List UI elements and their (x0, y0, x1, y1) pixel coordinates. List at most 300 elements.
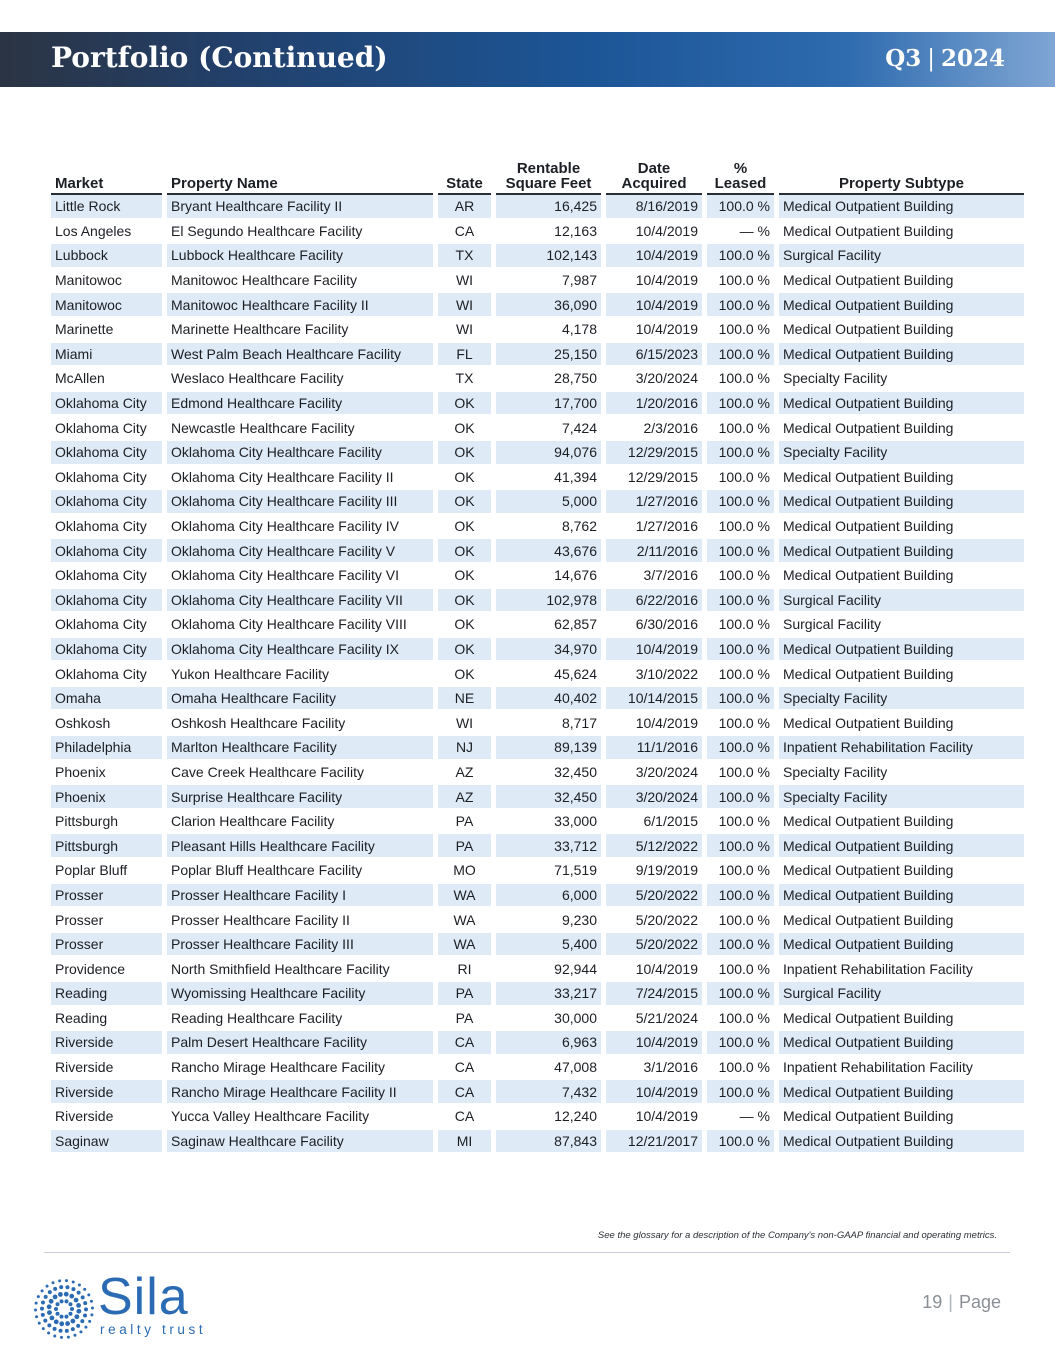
cell-market: Oklahoma City (51, 441, 162, 466)
table-row (51, 638, 1024, 663)
cell-property-subtype: Medical Outpatient Building (779, 195, 1024, 220)
cell-rentable-square-feet: 33,217 (496, 982, 601, 1007)
cell-property-subtype: Medical Outpatient Building (779, 416, 1024, 441)
logo-dot (46, 1285, 49, 1288)
cell-property-subtype: Surgical Facility (779, 244, 1024, 269)
table-row (51, 244, 1024, 269)
logo-dot (43, 1319, 47, 1323)
cell-date-acquired: 2/3/2016 (606, 416, 702, 441)
cell-property-name: Oklahoma City Healthcare Facility II (167, 466, 433, 491)
cell-date-acquired: 12/29/2015 (606, 466, 702, 491)
column-header-property-subtype: Property Subtype (779, 157, 1024, 195)
cell-percent-leased: 100.0 % (707, 1007, 774, 1032)
logo-dot (40, 1307, 44, 1311)
logo-dot (65, 1329, 69, 1333)
cell-property-subtype: Medical Outpatient Building (779, 220, 1024, 245)
cell-property-subtype: Medical Outpatient Building (779, 539, 1024, 564)
cell-percent-leased: 100.0 % (707, 662, 774, 687)
cell-property-name: Oklahoma City Healthcare Facility IX (167, 638, 433, 663)
cell-state: PA (438, 810, 491, 835)
logo-dot (47, 1331, 50, 1334)
logo-dot (74, 1314, 79, 1319)
logo-dot (42, 1327, 45, 1330)
cell-property-name: Rancho Mirage Healthcare Facility II (167, 1080, 433, 1105)
logo-dot (73, 1334, 76, 1337)
cell-date-acquired: 1/20/2016 (606, 392, 702, 417)
cell-rentable-square-feet: 102,143 (496, 244, 601, 269)
cell-market: Marinette (51, 318, 162, 343)
logo-dot (70, 1307, 74, 1311)
cell-rentable-square-feet: 25,150 (496, 343, 601, 368)
period-divider: | (927, 46, 935, 72)
cell-date-acquired: 5/20/2022 (606, 908, 702, 933)
cell-percent-leased: 100.0 % (707, 761, 774, 786)
cell-percent-leased: 100.0 % (707, 638, 774, 663)
logo-dot (80, 1319, 84, 1323)
logo-dot (58, 1292, 63, 1297)
cell-market: Reading (51, 982, 162, 1007)
cell-state: WA (438, 933, 491, 958)
cell-date-acquired: 12/29/2015 (606, 441, 702, 466)
table-row (51, 392, 1024, 417)
cell-rentable-square-feet: 41,394 (496, 466, 601, 491)
cell-property-name: Lubbock Healthcare Facility (167, 244, 433, 269)
logo-dot (41, 1313, 45, 1317)
logo-dot (91, 1307, 94, 1310)
cell-property-subtype: Specialty Facility (779, 687, 1024, 712)
cell-property-name: Reading Healthcare Facility (167, 1007, 433, 1032)
cell-date-acquired: 10/4/2019 (606, 957, 702, 982)
cell-market: Riverside (51, 1031, 162, 1056)
logo-dot (87, 1293, 90, 1296)
cell-market: Oklahoma City (51, 613, 162, 638)
cell-rentable-square-feet: 6,963 (496, 1031, 601, 1056)
logo-dot (50, 1316, 55, 1321)
table-row (51, 662, 1024, 687)
cell-rentable-square-feet: 102,978 (496, 589, 601, 614)
cell-property-subtype: Medical Outpatient Building (779, 908, 1024, 933)
table-row (51, 761, 1024, 786)
cell-property-subtype: Medical Outpatient Building (779, 466, 1024, 491)
cell-property-subtype: Medical Outpatient Building (779, 490, 1024, 515)
logo-dot (77, 1291, 81, 1295)
cell-date-acquired: 10/4/2019 (606, 1105, 702, 1130)
cell-percent-leased: 100.0 % (707, 884, 774, 909)
cell-rentable-square-feet: 43,676 (496, 539, 601, 564)
cell-property-name: Prosser Healthcare Facility II (167, 908, 433, 933)
cell-state: WI (438, 269, 491, 294)
cell-rentable-square-feet: 5,400 (496, 933, 601, 958)
table-row (51, 834, 1024, 859)
cell-percent-leased: 100.0 % (707, 908, 774, 933)
cell-property-name: Marlton Healthcare Facility (167, 736, 433, 761)
cell-market: Oklahoma City (51, 638, 162, 663)
logo-dot (47, 1310, 52, 1315)
table-row (51, 318, 1024, 343)
cell-market: Riverside (51, 1105, 162, 1130)
cell-property-subtype: Specialty Facility (779, 441, 1024, 466)
column-header-rentable-square-feet: Rentable Square Feet (496, 157, 601, 195)
cell-rentable-square-feet: 6,000 (496, 884, 601, 909)
cell-percent-leased: 100.0 % (707, 466, 774, 491)
cell-date-acquired: 10/4/2019 (606, 1031, 702, 1056)
cell-property-subtype: Specialty Facility (779, 785, 1024, 810)
cell-property-name: Oklahoma City Healthcare Facility VII (167, 589, 433, 614)
table-row (51, 884, 1024, 909)
cell-percent-leased: 100.0 % (707, 1130, 774, 1155)
logo-dot (76, 1303, 81, 1308)
cell-date-acquired: 10/14/2015 (606, 687, 702, 712)
cell-property-name: Bryant Healthcare Facility II (167, 195, 433, 220)
cell-state: OK (438, 613, 491, 638)
cell-state: CA (438, 1031, 491, 1056)
cell-percent-leased: 100.0 % (707, 367, 774, 392)
table-row (51, 343, 1024, 368)
cell-property-name: Clarion Healthcare Facility (167, 810, 433, 835)
table-row (51, 416, 1024, 441)
table-row (51, 466, 1024, 491)
cell-date-acquired: 10/4/2019 (606, 638, 702, 663)
cell-state: PA (438, 1007, 491, 1032)
cell-market: Poplar Bluff (51, 859, 162, 884)
cell-date-acquired: 12/21/2017 (606, 1130, 702, 1155)
cell-property-name: Omaha Healthcare Facility (167, 687, 433, 712)
logo-dot (79, 1330, 82, 1333)
page-number-label: Page (958, 1292, 1001, 1312)
cell-percent-leased: 100.0 % (707, 416, 774, 441)
cell-percent-leased: 100.0 % (707, 589, 774, 614)
logo-dot (60, 1299, 64, 1303)
logo-dot (37, 1295, 40, 1298)
cell-property-name: Yukon Healthcare Facility (167, 662, 433, 687)
cell-property-name: Marinette Healthcare Facility (167, 318, 433, 343)
footer-divider (44, 1252, 1010, 1253)
logo-dot (64, 1292, 69, 1297)
logo-dot (59, 1329, 63, 1333)
table-row (51, 441, 1024, 466)
cell-state: WI (438, 318, 491, 343)
cell-market: Little Rock (51, 195, 162, 220)
cell-state: NJ (438, 736, 491, 761)
logo-dot (68, 1312, 72, 1316)
column-header-state: State (438, 157, 491, 195)
logo-dot (71, 1327, 75, 1331)
cell-rentable-square-feet: 12,163 (496, 220, 601, 245)
logo-dot (35, 1302, 38, 1305)
cell-market: Philadelphia (51, 736, 162, 761)
portfolio-table (51, 157, 1024, 1154)
cell-market: Oklahoma City (51, 466, 162, 491)
cell-percent-leased: 100.0 % (707, 957, 774, 982)
cell-state: OK (438, 490, 491, 515)
table-row (51, 539, 1024, 564)
cell-percent-leased: 100.0 % (707, 343, 774, 368)
cell-market: Manitowoc (51, 269, 162, 294)
cell-percent-leased: 100.0 % (707, 736, 774, 761)
cell-date-acquired: 2/11/2016 (606, 539, 702, 564)
cell-state: CA (438, 1105, 491, 1130)
cell-property-subtype: Medical Outpatient Building (779, 638, 1024, 663)
cell-market: Riverside (51, 1080, 162, 1105)
logo-dot (78, 1284, 81, 1287)
cell-market: Oklahoma City (51, 416, 162, 441)
logo-dot (60, 1336, 63, 1339)
cell-property-name: Yucca Valley Healthcare Facility (167, 1105, 433, 1130)
cell-market: Riverside (51, 1056, 162, 1081)
page-header (0, 32, 1055, 87)
cell-property-subtype: Medical Outpatient Building (779, 662, 1024, 687)
cell-property-name: Manitowoc Healthcare Facility II (167, 293, 433, 318)
table-row (51, 490, 1024, 515)
cell-market: Oklahoma City (51, 539, 162, 564)
cell-property-subtype: Medical Outpatient Building (779, 1007, 1024, 1032)
cell-property-name: Pleasant Hills Healthcare Facility (167, 834, 433, 859)
cell-percent-leased: 100.0 % (707, 711, 774, 736)
cell-date-acquired: 6/1/2015 (606, 810, 702, 835)
cell-rentable-square-feet: 8,762 (496, 515, 601, 540)
report-period (885, 45, 1005, 72)
logo-dot (71, 1287, 75, 1291)
cell-property-subtype: Medical Outpatient Building (779, 564, 1024, 589)
cell-percent-leased: 100.0 % (707, 515, 774, 540)
cell-date-acquired: 9/19/2019 (606, 859, 702, 884)
table-row (51, 982, 1024, 1007)
table-header-row (51, 157, 1024, 195)
cell-date-acquired: 10/4/2019 (606, 220, 702, 245)
cell-market: Providence (51, 957, 162, 982)
cell-state: TX (438, 367, 491, 392)
cell-property-name: El Segundo Healthcare Facility (167, 220, 433, 245)
cell-market: Phoenix (51, 785, 162, 810)
table-row (51, 1007, 1024, 1032)
cell-percent-leased: — % (707, 1105, 774, 1130)
cell-percent-leased: 100.0 % (707, 244, 774, 269)
cell-percent-leased: 100.0 % (707, 982, 774, 1007)
cell-date-acquired: 5/21/2024 (606, 1007, 702, 1032)
logo-dot (58, 1279, 61, 1282)
cell-percent-leased: 100.0 % (707, 392, 774, 417)
cell-market: Prosser (51, 908, 162, 933)
cell-rentable-square-feet: 47,008 (496, 1056, 601, 1081)
cell-state: OK (438, 441, 491, 466)
logo-dot (34, 1308, 37, 1311)
cell-property-name: Oklahoma City Healthcare Facility (167, 441, 433, 466)
cell-state: WA (438, 908, 491, 933)
cell-date-acquired: 6/15/2023 (606, 343, 702, 368)
cell-date-acquired: 6/30/2016 (606, 613, 702, 638)
cell-rentable-square-feet: 94,076 (496, 441, 601, 466)
cell-percent-leased: 100.0 % (707, 490, 774, 515)
logo-dot (69, 1294, 74, 1299)
cell-date-acquired: 6/22/2016 (606, 589, 702, 614)
cell-date-acquired: 10/4/2019 (606, 711, 702, 736)
cell-date-acquired: 1/27/2016 (606, 515, 702, 540)
logo-dot (90, 1313, 93, 1316)
cell-state: OK (438, 515, 491, 540)
cell-property-subtype: Surgical Facility (779, 982, 1024, 1007)
cell-rentable-square-feet: 7,432 (496, 1080, 601, 1105)
cell-property-subtype: Medical Outpatient Building (779, 1130, 1024, 1155)
page-title: Portfolio (Continued) (51, 41, 388, 74)
table-row (51, 785, 1024, 810)
cell-state: RI (438, 957, 491, 982)
table-row (51, 515, 1024, 540)
cell-state: OK (438, 589, 491, 614)
cell-property-name: Saginaw Healthcare Facility (167, 1130, 433, 1155)
logo-dot (88, 1320, 91, 1323)
column-header-property-name: Property Name (167, 157, 433, 195)
cell-rentable-square-feet: 32,450 (496, 785, 601, 810)
logo-dot (90, 1300, 93, 1303)
table-row (51, 220, 1024, 245)
cell-date-acquired: 5/20/2022 (606, 884, 702, 909)
logo-dot (74, 1298, 79, 1303)
table-row (51, 269, 1024, 294)
logo-dot (60, 1315, 64, 1319)
cell-market: Oklahoma City (51, 392, 162, 417)
cell-property-subtype: Inpatient Rehabilitation Facility (779, 957, 1024, 982)
cell-market: Prosser (51, 933, 162, 958)
company-logo (30, 1268, 220, 1345)
cell-property-name: Oshkosh Healthcare Facility (167, 711, 433, 736)
table-row (51, 736, 1024, 761)
cell-market: Pittsburgh (51, 834, 162, 859)
column-header-percent-leased: % Leased (707, 157, 774, 195)
table-row (51, 367, 1024, 392)
cell-rentable-square-feet: 87,843 (496, 1130, 601, 1155)
cell-date-acquired: 8/16/2019 (606, 195, 702, 220)
logo-dot (65, 1285, 69, 1289)
cell-market: Lubbock (51, 244, 162, 269)
cell-rentable-square-feet: 17,700 (496, 392, 601, 417)
cell-rentable-square-feet: 30,000 (496, 1007, 601, 1032)
cell-market: Saginaw (51, 1130, 162, 1155)
cell-percent-leased: 100.0 % (707, 810, 774, 835)
logo-tagline: realty trust (100, 1322, 207, 1337)
cell-rentable-square-feet: 33,000 (496, 810, 601, 835)
cell-date-acquired: 3/20/2024 (606, 785, 702, 810)
logo-dot (83, 1301, 87, 1305)
logo-dot (54, 1319, 59, 1324)
logo-dot (53, 1287, 57, 1291)
cell-property-subtype: Medical Outpatient Building (779, 318, 1024, 343)
cell-percent-leased: 100.0 % (707, 441, 774, 466)
cell-state: WI (438, 293, 491, 318)
cell-rentable-square-feet: 89,139 (496, 736, 601, 761)
logo-dot (53, 1334, 56, 1337)
logo-dot (54, 1307, 58, 1311)
cell-market: Oklahoma City (51, 490, 162, 515)
table-row (51, 1080, 1024, 1105)
cell-property-name: Edmond Healthcare Facility (167, 392, 433, 417)
cell-state: AR (438, 195, 491, 220)
cell-state: OK (438, 416, 491, 441)
page-number-divider: | (948, 1292, 953, 1312)
cell-rentable-square-feet: 8,717 (496, 711, 601, 736)
cell-market: McAllen (51, 367, 162, 392)
cell-percent-leased: 100.0 % (707, 1031, 774, 1056)
logo-wordmark: Sila (98, 1268, 189, 1326)
cell-state: FL (438, 343, 491, 368)
cell-percent-leased: 100.0 % (707, 1080, 774, 1105)
logo-dot (76, 1324, 80, 1328)
logo-dot (68, 1302, 72, 1306)
logo-dot (41, 1289, 44, 1292)
report-year: 2024 (940, 45, 1005, 72)
table-row (51, 933, 1024, 958)
cell-market: Oklahoma City (51, 564, 162, 589)
logo-dot (59, 1285, 63, 1289)
table-row (51, 564, 1024, 589)
cell-date-acquired: 10/4/2019 (606, 244, 702, 269)
table-row (51, 1105, 1024, 1130)
cell-property-name: Oklahoma City Healthcare Facility VIII (167, 613, 433, 638)
table-row (51, 859, 1024, 884)
logo-dot (38, 1322, 41, 1325)
cell-rentable-square-feet: 45,624 (496, 662, 601, 687)
cell-rentable-square-feet: 36,090 (496, 293, 601, 318)
table-row (51, 711, 1024, 736)
cell-state: MI (438, 1130, 491, 1155)
cell-market: Los Angeles (51, 220, 162, 245)
cell-state: NE (438, 687, 491, 712)
cell-rentable-square-feet: 92,944 (496, 957, 601, 982)
cell-state: OK (438, 564, 491, 589)
cell-property-subtype: Surgical Facility (779, 613, 1024, 638)
report-quarter: Q3 (885, 45, 922, 72)
cell-state: CA (438, 1080, 491, 1105)
cell-percent-leased: 100.0 % (707, 539, 774, 564)
cell-state: OK (438, 466, 491, 491)
cell-rentable-square-feet: 32,450 (496, 761, 601, 786)
cell-property-name: Oklahoma City Healthcare Facility VI (167, 564, 433, 589)
logo-dot (56, 1302, 60, 1306)
cell-state: OK (438, 392, 491, 417)
cell-rentable-square-feet: 5,000 (496, 490, 601, 515)
cell-property-name: Rancho Mirage Healthcare Facility (167, 1056, 433, 1081)
cell-rentable-square-feet: 12,240 (496, 1105, 601, 1130)
cell-percent-leased: 100.0 % (707, 564, 774, 589)
logo-dot (65, 1279, 68, 1282)
cell-property-subtype: Medical Outpatient Building (779, 515, 1024, 540)
table-row (51, 1056, 1024, 1081)
logo-dot (84, 1307, 88, 1311)
column-header-date-acquired: Date Acquired (606, 157, 702, 195)
table-row (51, 195, 1024, 220)
cell-market: Phoenix (51, 761, 162, 786)
cell-percent-leased: — % (707, 220, 774, 245)
cell-property-name: Weslaco Healthcare Facility (167, 367, 433, 392)
cell-rentable-square-feet: 71,519 (496, 859, 601, 884)
logo-dot (56, 1312, 60, 1316)
cell-percent-leased: 100.0 % (707, 318, 774, 343)
cell-rentable-square-feet: 40,402 (496, 687, 601, 712)
cell-state: PA (438, 982, 491, 1007)
table-row (51, 1130, 1024, 1155)
logo-dot (41, 1301, 45, 1305)
cell-market: Oklahoma City (51, 515, 162, 540)
table-row (51, 613, 1024, 638)
logo-dot (35, 1315, 38, 1318)
cell-market: Prosser (51, 884, 162, 909)
cell-market: Omaha (51, 687, 162, 712)
logo-dot (44, 1295, 48, 1299)
cell-state: WI (438, 711, 491, 736)
cell-state: CA (438, 220, 491, 245)
cell-market: Miami (51, 343, 162, 368)
logo-dot (64, 1315, 68, 1319)
logo-dot (76, 1309, 81, 1314)
